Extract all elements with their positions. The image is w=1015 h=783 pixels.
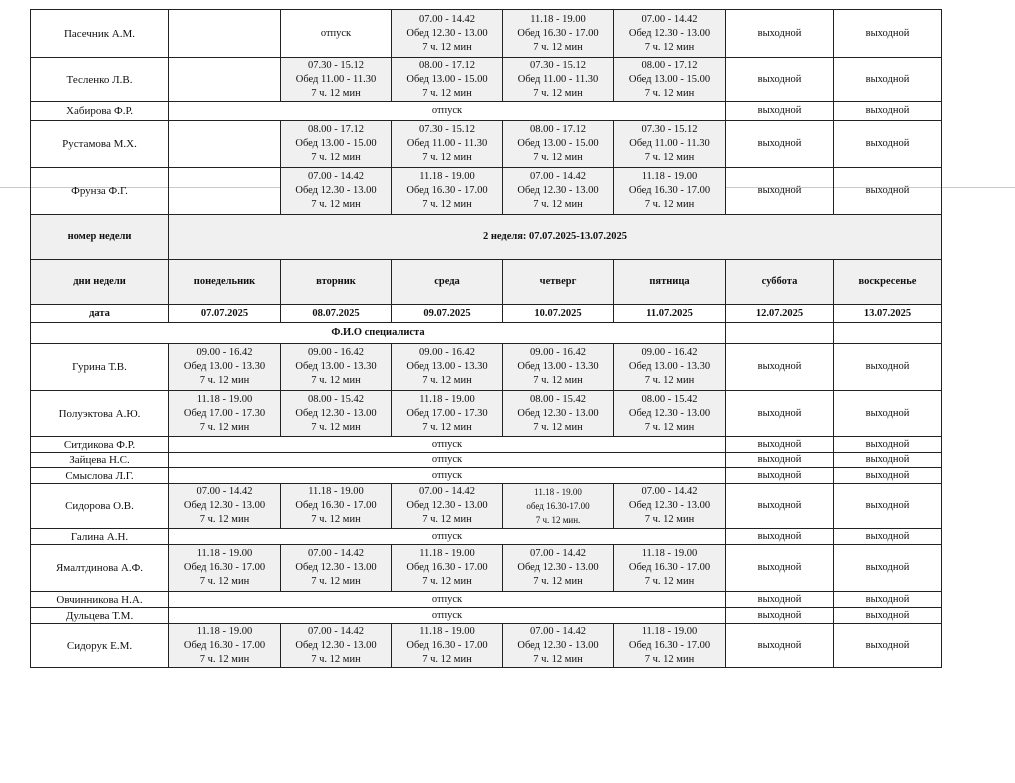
lunch-break: Обед 17.00 - 17.30 [406,407,488,419]
weekend-cell: выходной [834,168,942,215]
shift-hours: 07.00 - 14.42 [308,548,364,559]
weekend-cell: выходной [726,58,834,102]
lunch-break: Обед 11.00 - 11.30 [406,138,488,149]
lunch-break: Обед 16.30 - 17.00 [406,185,488,196]
shift-duration: 7 ч. 12 мин [199,576,250,587]
day-header: среда [392,260,503,305]
shift-duration: 7 ч. 12 мин [533,375,583,386]
lunch-break: Обед 13.00 - 15.00 [628,73,711,85]
specialist-label: Ф.И.О специалиста [31,323,726,344]
employee-name: Овчинникова Н.А. [31,592,169,608]
shift-duration: 7 ч. 12 мин [533,152,583,163]
shift-cell [392,10,503,58]
lunch-break: Обед 13.00 - 13.30 [406,361,488,372]
shift-cell [281,121,392,168]
shift-duration: 7 ч. 12 мин [311,199,361,210]
empty-cell [834,323,942,344]
day-header: вторник [281,260,392,305]
shift-duration: 7 ч. 12 мин [422,653,472,665]
date-cell: 08.07.2025 [281,305,392,323]
shift-duration: 7 ч. 12 мин [199,514,250,525]
shift-hours: 08.00 - 17.12 [530,124,586,135]
vacation-cell: отпуск [169,529,726,545]
employee-name: Галина А.Н. [31,529,169,545]
employee-name: Хабирова Ф.Р. [31,102,169,121]
shift-hours: 09.00 - 16.42 [641,347,698,358]
employee-name: Смыслова Л.Г. [31,468,169,484]
shift-hours: 07.00 - 14.42 [641,486,698,497]
employee-row [31,344,942,391]
employee-name: Зайцева Н.С. [31,453,169,468]
shift-hours: 07.00 - 14.42 [530,625,586,637]
shift-hours: 07.00 - 14.42 [530,548,586,559]
employee-name: Рустамова М.Х. [31,121,169,168]
weekend-cell: выходной [726,102,834,121]
lunch-break: Обед 12.30 - 13.00 [517,562,599,573]
shift-hours: 11.18 - 19.00 [419,171,475,182]
shift-duration: 7 ч. 12 мин [422,514,472,525]
lunch-break: Обед 17.00 - 17.30 [183,407,266,419]
employee-row [31,545,942,592]
date-cell: 13.07.2025 [834,305,942,323]
day-header: понедельник [169,260,281,305]
shift-cell [614,10,726,58]
weekend-cell: выходной [726,121,834,168]
shift-duration: 7 ч. 12 мин [533,653,583,665]
lunch-break: Обед 16.30 - 17.00 [628,562,711,573]
shift-cell [503,10,614,58]
weekend-cell: выходной [726,453,834,468]
weekend-cell: выходной [726,484,834,529]
lunch-break: Обед 12.30 - 13.00 [406,500,488,511]
shift-cell [392,624,503,668]
shift-hours: 11.18 - 19.00 [419,625,475,637]
employee-row [31,453,942,468]
date-label: дата [31,305,169,323]
shift-cell [503,58,614,102]
shift-cell [169,484,281,529]
shift-hours: 11.18 - 19.00 [530,13,586,25]
shift-hours: 11.18 - 19.00 [641,171,698,182]
weekend-cell: выходной [834,10,942,58]
lunch-break: Обед 13.00 - 13.30 [628,361,711,372]
date-cell: 10.07.2025 [503,305,614,323]
shift-duration: 7 ч. 12 мин [422,152,472,163]
weekend-cell: выходной [726,10,834,58]
shift-cell [169,391,281,437]
lunch-break: Обед 13.00 - 13.30 [517,361,599,372]
employee-name: Сидорова О.В. [31,484,169,529]
shift-duration: 7 ч. 12 мин [644,421,695,433]
lunch-break: Обед 12.30 - 13.00 [517,639,599,651]
shift-hours: 07.30 - 15.12 [641,124,698,135]
employee-row [31,608,942,624]
shift-duration: 7 ч. 12 мин [199,653,250,665]
empty-cell [169,168,281,215]
shift-cell [169,545,281,592]
shift-hours: 07.00 - 14.42 [419,486,475,497]
weekend-cell: выходной [726,624,834,668]
weekend-cell: выходной [726,545,834,592]
vacation-cell: отпуск [169,608,726,624]
employee-name: Ямалтдинова А.Ф. [31,545,169,592]
shift-cell [503,545,614,592]
shift-cell [281,624,392,668]
shift-duration: 7 ч. 12 мин [422,375,472,386]
employee-name: Гурина Т.В. [31,344,169,391]
shift-cell [614,391,726,437]
shift-hours: 07.00 - 14.42 [308,625,364,637]
lunch-break: Обед 12.30 - 13.00 [517,407,599,419]
lunch-break: Обед 12.30 - 13.00 [295,562,377,573]
vacation-cell: отпуск [281,10,392,58]
weekend-cell: выходной [726,529,834,545]
shift-hours: 08.00 - 15.42 [641,393,698,405]
employee-row [31,58,942,102]
shift-hours: 07.30 - 15.12 [530,59,586,71]
weekend-cell: выходной [834,437,942,453]
shift-cell [503,624,614,668]
shift-cell [392,121,503,168]
weekend-cell: выходной [726,592,834,608]
weekend-cell: выходной [834,121,942,168]
lunch-break: Обед 12.30 - 13.00 [628,27,711,39]
shift-hours: 08.00 - 17.12 [308,124,364,135]
employee-row [31,437,942,453]
weekend-cell: выходной [726,391,834,437]
shift-hours: 11.18 - 19.00 [419,393,475,405]
employee-row [31,529,942,545]
shift-duration: 7 ч. 12 мин [644,653,695,665]
day-header: четверг [503,260,614,305]
shift-cell [281,168,392,215]
shift-duration: 7 ч. 12 мин [533,41,583,53]
shift-cell [503,168,614,215]
shift-hours: 11.18 - 19.00 [308,486,364,497]
lunch-break: Обед 16.30 - 17.00 [183,639,266,651]
shift-cell [614,344,726,391]
employee-name: Пасечник А.М. [31,10,169,58]
shift-duration: 7 ч. 12 мин [533,421,583,433]
employee-row [31,10,942,58]
shift-duration: 7 ч. 12 мин [311,653,361,665]
shift-hours: 11.18 - 19.00 [196,625,253,637]
shift-hours: 07.00 - 14.42 [419,13,475,25]
employee-name: Сидорук Е.М. [31,624,169,668]
date-cell: 09.07.2025 [392,305,503,323]
shift-duration: 7 ч. 12 мин [644,375,695,386]
lunch-break: Обед 13.00 - 15.00 [406,73,488,85]
shift-cell [614,168,726,215]
lunch-break: Обед 16.30 - 17.00 [295,500,377,511]
employee-name: Тесленко Л.В. [31,58,169,102]
shift-cell [392,484,503,529]
lunch-break: Обед 13.00 - 15.00 [295,138,377,149]
weekend-cell: выходной [834,592,942,608]
shift-duration: 7 ч. 12 мин [422,576,472,587]
day-header: суббота [726,260,834,305]
lunch-break: Обед 12.30 - 13.00 [406,27,488,39]
weekend-cell: выходной [834,529,942,545]
empty-cell [726,323,834,344]
shift-duration: 7 ч. 12 мин [422,199,472,210]
shift-hours: 11.18 - 19.00 [534,487,582,497]
shift-cell [503,484,614,529]
days-label: дни недели [31,260,169,305]
lunch-break: Обед 11.00 - 11.30 [517,73,599,85]
shift-cell [614,624,726,668]
shift-hours: 07.30 - 15.12 [308,59,364,71]
shift-cell [281,58,392,102]
empty-cell [169,10,281,58]
shift-duration: 7 ч. 12 мин [199,375,250,386]
weekend-cell: выходной [834,624,942,668]
shift-duration: 7 ч. 12 мин [311,375,361,386]
lunch-break: Обед 13.00 - 13.30 [295,361,377,372]
weekend-cell: выходной [834,453,942,468]
weekend-cell: выходной [834,344,942,391]
vacation-cell: отпуск [169,437,726,453]
shift-cell [614,121,726,168]
lunch-break: Обед 13.00 - 13.30 [183,361,266,372]
employee-name: Дульцева Т.М. [31,608,169,624]
shift-cell [392,344,503,391]
weekend-cell: выходной [834,58,942,102]
employee-row [31,468,942,484]
weekend-cell: выходной [834,468,942,484]
shift-hours: 11.18 - 19.00 [196,548,253,559]
employee-row [31,391,942,437]
vacation-cell: отпуск [169,453,726,468]
shift-hours: 07.00 - 14.42 [308,171,364,182]
employee-row [31,624,942,668]
shift-hours: 09.00 - 16.42 [308,347,364,358]
lunch-break: Обед 16.30 - 17.00 [183,562,266,573]
shift-cell [503,121,614,168]
shift-duration: 7 ч. 12 мин. [535,515,581,525]
empty-cell [169,58,281,102]
shift-hours: 08.00 - 17.12 [419,59,475,71]
shift-hours: 09.00 - 16.42 [530,347,586,358]
day-header: воскресенье [834,260,942,305]
shift-duration: 7 ч. 12 мин [311,87,361,99]
shift-cell [503,344,614,391]
lunch-break: Обед 12.30 - 13.00 [628,500,711,511]
lunch-break: Обед 12.30 - 13.00 [183,500,266,511]
shift-duration: 7 ч. 12 мин [311,576,361,587]
shift-duration: 7 ч. 12 мин [422,87,472,99]
shift-cell [169,624,281,668]
employee-name: Ситдикова Ф.Р. [31,437,169,453]
lunch-break: Обед 12.30 - 13.00 [295,185,377,196]
shift-duration: 7 ч. 12 мин [644,199,695,210]
shift-hours: 08.00 - 17.12 [641,59,698,71]
shift-duration: 7 ч. 12 мин [311,514,361,525]
shift-cell [281,391,392,437]
week-title: 2 неделя: 07.07.2025-13.07.2025 [169,215,942,260]
weekend-cell: выходной [834,102,942,121]
shift-cell [392,391,503,437]
shift-duration: 7 ч. 12 мин [422,421,472,433]
shift-cell [614,58,726,102]
lunch-break: Обед 16.30 - 17.00 [406,562,488,573]
weekend-cell: выходной [834,484,942,529]
shift-hours: 08.00 - 15.42 [530,393,586,405]
weekend-cell: выходной [834,391,942,437]
shift-duration: 7 ч. 12 мин [644,41,695,53]
employee-name: Фрунза Ф.Г. [31,168,169,215]
lunch-break: обед 16.30-17.00 [526,501,590,511]
lunch-break: Обед 16.30 - 17.00 [628,185,711,196]
shift-hours: 11.18 - 19.00 [641,548,698,559]
shift-hours: 07.30 - 15.12 [419,124,475,135]
lunch-break: Обед 12.30 - 13.00 [295,407,377,419]
shift-hours: 07.00 - 14.42 [196,486,253,497]
shift-cell [281,545,392,592]
shift-hours: 08.00 - 15.42 [308,393,364,405]
employee-row [31,168,942,215]
vacation-cell: отпуск [169,468,726,484]
shift-duration: 7 ч. 12 мин [644,87,695,99]
shift-duration: 7 ч. 12 мин [311,421,361,433]
day-header: пятница [614,260,726,305]
shift-cell [169,344,281,391]
shift-duration: 7 ч. 12 мин [644,152,695,163]
shift-cell [281,484,392,529]
weekend-cell: выходной [726,468,834,484]
shift-hours: 09.00 - 16.42 [196,347,253,358]
vacation-cell: отпуск [169,592,726,608]
weekend-cell: выходной [726,437,834,453]
lunch-break: Обед 12.30 - 13.00 [628,407,711,419]
shift-cell [392,58,503,102]
shift-hours: 07.00 - 14.42 [641,13,698,25]
shift-hours: 11.18 - 19.00 [196,393,253,405]
empty-cell [169,121,281,168]
lunch-break: Обед 16.30 - 17.00 [406,639,488,651]
week-number-label: номер недели [31,215,169,260]
vacation-cell: отпуск [169,102,726,121]
weekend-cell: выходной [834,545,942,592]
shift-duration: 7 ч. 12 мин [311,152,361,163]
date-cell: 11.07.2025 [614,305,726,323]
shift-hours: 09.00 - 16.42 [419,347,475,358]
employee-row [31,102,942,121]
lunch-break: Обед 11.00 - 11.30 [629,138,710,149]
shift-duration: 7 ч. 12 мин [533,576,583,587]
shift-cell [614,484,726,529]
shift-cell [392,545,503,592]
weekend-cell: выходной [726,168,834,215]
shift-hours: 07.00 - 14.42 [530,171,586,182]
employee-name: Полуэктова А.Ю. [31,391,169,437]
shift-duration: 7 ч. 12 мин [533,87,583,99]
employee-row [31,121,942,168]
employee-row [31,592,942,608]
lunch-break: Обед 11.00 - 11.30 [295,73,377,85]
lunch-break: Обед 16.30 - 17.00 [628,639,711,651]
weekend-cell: выходной [726,344,834,391]
lunch-break: Обед 12.30 - 13.00 [517,185,599,196]
shift-duration: 7 ч. 12 мин [199,421,250,433]
shift-hours: 11.18 - 19.00 [641,625,698,637]
lunch-break: Обед 16.30 - 17.00 [517,27,599,39]
shift-cell [281,344,392,391]
shift-cell [503,391,614,437]
shift-duration: 7 ч. 12 мин [533,199,583,210]
shift-duration: 7 ч. 12 мин [422,41,472,53]
employee-row [31,484,942,529]
weekend-cell: выходной [726,608,834,624]
lunch-break: Обед 12.30 - 13.00 [295,639,377,651]
shift-duration: 7 ч. 12 мин [644,514,695,525]
shift-hours: 11.18 - 19.00 [419,548,475,559]
shift-cell [614,545,726,592]
schedule-table [30,9,942,668]
weekend-cell: выходной [834,608,942,624]
date-cell: 07.07.2025 [169,305,281,323]
shift-cell [392,168,503,215]
shift-duration: 7 ч. 12 мин [644,576,695,587]
date-cell: 12.07.2025 [726,305,834,323]
lunch-break: Обед 13.00 - 15.00 [517,138,599,149]
